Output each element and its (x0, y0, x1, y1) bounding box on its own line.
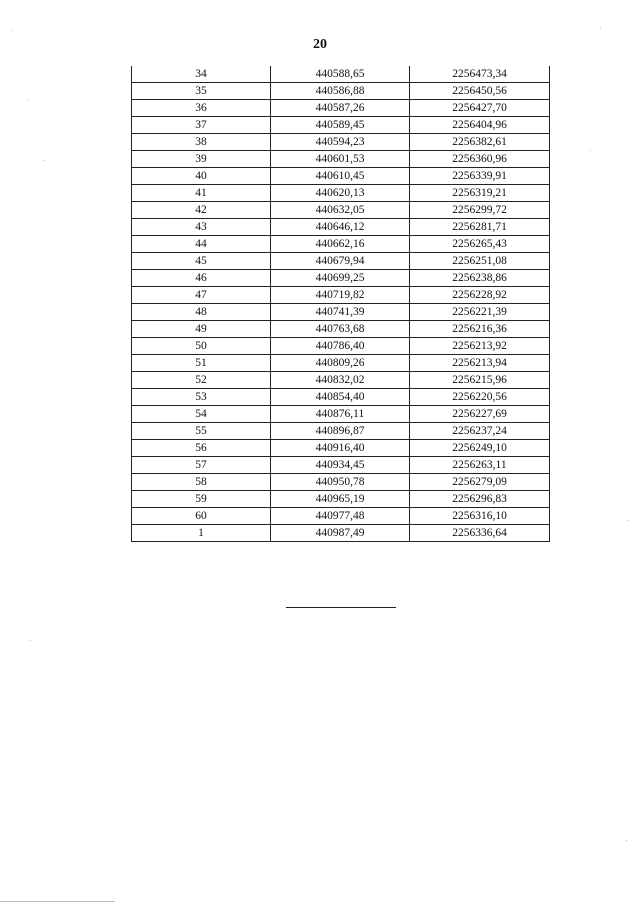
point-number-cell: 51 (132, 355, 271, 372)
table-row (132, 355, 550, 372)
y-coordinate-cell: 2256427,70 (410, 100, 550, 117)
y-coordinate-cell: 2256216,36 (410, 321, 550, 338)
y-coordinate-cell: 2256263,11 (410, 457, 550, 474)
y-coordinate-cell: 2256265,43 (410, 236, 550, 253)
scan-speck (628, 520, 629, 521)
scan-speck (600, 28, 601, 29)
x-coordinate-cell: 440679,94 (271, 253, 410, 270)
point-number-cell: 36 (132, 100, 271, 117)
x-coordinate-cell: 440896,87 (271, 423, 410, 440)
y-coordinate-cell: 2256281,71 (410, 219, 550, 236)
y-coordinate-cell: 2256249,10 (410, 440, 550, 457)
y-coordinate-cell: 2256336,64 (410, 525, 550, 542)
point-number-cell: 41 (132, 185, 271, 202)
x-coordinate-cell: 440620,13 (271, 185, 410, 202)
point-number-cell: 57 (132, 457, 271, 474)
y-coordinate-cell: 2256237,24 (410, 423, 550, 440)
x-coordinate-cell: 440646,12 (271, 219, 410, 236)
y-coordinate-cell: 2256220,56 (410, 389, 550, 406)
table-row (132, 491, 550, 508)
table-row (132, 440, 550, 457)
point-number-cell: 43 (132, 219, 271, 236)
point-number-cell: 42 (132, 202, 271, 219)
page-number: 20 (313, 37, 327, 52)
point-number-cell: 38 (132, 134, 271, 151)
y-coordinate-cell: 2256450,56 (410, 83, 550, 100)
table-row (132, 508, 550, 525)
table-row (132, 338, 550, 355)
table-row (132, 270, 550, 287)
table-row (132, 117, 550, 134)
x-coordinate-cell: 440586,88 (271, 83, 410, 100)
point-number-cell: 52 (132, 372, 271, 389)
y-coordinate-cell: 2256279,09 (410, 474, 550, 491)
x-coordinate-cell: 440854,40 (271, 389, 410, 406)
y-coordinate-cell: 2256339,91 (410, 168, 550, 185)
x-coordinate-cell: 440965,19 (271, 491, 410, 508)
coordinates-table (131, 66, 550, 542)
x-coordinate-cell: 440832,02 (271, 372, 410, 389)
point-number-cell: 54 (132, 406, 271, 423)
y-coordinate-cell: 2256360,96 (410, 151, 550, 168)
y-coordinate-cell: 2256316,10 (410, 508, 550, 525)
x-coordinate-cell: 440662,16 (271, 236, 410, 253)
y-coordinate-cell: 2256227,69 (410, 406, 550, 423)
table-row (132, 219, 550, 236)
x-coordinate-cell: 440601,53 (271, 151, 410, 168)
y-coordinate-cell: 2256319,21 (410, 185, 550, 202)
table-row (132, 423, 550, 440)
y-coordinate-cell: 2256251,08 (410, 253, 550, 270)
y-coordinate-cell: 2256213,92 (410, 338, 550, 355)
point-number-cell: 44 (132, 236, 271, 253)
x-coordinate-cell: 440876,11 (271, 406, 410, 423)
x-coordinate-cell: 440977,48 (271, 508, 410, 525)
y-coordinate-cell: 2256296,83 (410, 491, 550, 508)
point-number-cell: 40 (132, 168, 271, 185)
point-number-cell: 1 (132, 525, 271, 542)
table-row (132, 253, 550, 270)
y-coordinate-cell: 2256213,94 (410, 355, 550, 372)
x-coordinate-cell: 440632,05 (271, 202, 410, 219)
table-row (132, 389, 550, 406)
table-row (132, 474, 550, 491)
table-row (132, 372, 550, 389)
point-number-cell: 49 (132, 321, 271, 338)
scan-speck (28, 100, 29, 101)
point-number-cell: 56 (132, 440, 271, 457)
point-number-cell: 45 (132, 253, 271, 270)
x-coordinate-cell: 440588,65 (271, 66, 410, 83)
point-number-cell: 59 (132, 491, 271, 508)
table-row (132, 168, 550, 185)
x-coordinate-cell: 440589,45 (271, 117, 410, 134)
point-number-cell: 46 (132, 270, 271, 287)
point-number-cell: 37 (132, 117, 271, 134)
scan-bottom-edge (0, 901, 115, 902)
y-coordinate-cell: 2256473,34 (410, 66, 550, 83)
table-row (132, 525, 550, 542)
y-coordinate-cell: 2256228,92 (410, 287, 550, 304)
x-coordinate-cell: 440916,40 (271, 440, 410, 457)
x-coordinate-cell: 440987,49 (271, 525, 410, 542)
x-coordinate-cell: 440809,26 (271, 355, 410, 372)
point-number-cell: 53 (132, 389, 271, 406)
table-row (132, 236, 550, 253)
scan-speck (44, 160, 45, 161)
y-coordinate-cell: 2256404,96 (410, 117, 550, 134)
coordinates-table-body (132, 66, 550, 542)
x-coordinate-cell: 440950,78 (271, 474, 410, 491)
x-coordinate-cell: 440594,23 (271, 134, 410, 151)
table-row (132, 66, 550, 83)
y-coordinate-cell: 2256299,72 (410, 202, 550, 219)
table-row (132, 457, 550, 474)
closing-rule (286, 607, 396, 608)
scan-speck (590, 150, 591, 151)
y-coordinate-cell: 2256238,86 (410, 270, 550, 287)
point-number-cell: 48 (132, 304, 271, 321)
table-row (132, 304, 550, 321)
x-coordinate-cell: 440741,39 (271, 304, 410, 321)
table-row (132, 100, 550, 117)
scan-speck (30, 640, 31, 641)
point-number-cell: 58 (132, 474, 271, 491)
point-number-cell: 55 (132, 423, 271, 440)
x-coordinate-cell: 440934,45 (271, 457, 410, 474)
x-coordinate-cell: 440786,40 (271, 338, 410, 355)
point-number-cell: 60 (132, 508, 271, 525)
x-coordinate-cell: 440587,26 (271, 100, 410, 117)
x-coordinate-cell: 440610,45 (271, 168, 410, 185)
table-row (132, 406, 550, 423)
scan-speck (626, 840, 627, 841)
table-row (132, 185, 550, 202)
point-number-cell: 34 (132, 66, 271, 83)
point-number-cell: 39 (132, 151, 271, 168)
y-coordinate-cell: 2256221,39 (410, 304, 550, 321)
scan-speck (12, 30, 13, 31)
point-number-cell: 35 (132, 83, 271, 100)
table-row (132, 83, 550, 100)
table-row (132, 287, 550, 304)
x-coordinate-cell: 440719,82 (271, 287, 410, 304)
point-number-cell: 47 (132, 287, 271, 304)
x-coordinate-cell: 440763,68 (271, 321, 410, 338)
x-coordinate-cell: 440699,25 (271, 270, 410, 287)
table-row (132, 134, 550, 151)
y-coordinate-cell: 2256382,61 (410, 134, 550, 151)
table-row (132, 321, 550, 338)
point-number-cell: 50 (132, 338, 271, 355)
table-row (132, 202, 550, 219)
table-row (132, 151, 550, 168)
y-coordinate-cell: 2256215,96 (410, 372, 550, 389)
